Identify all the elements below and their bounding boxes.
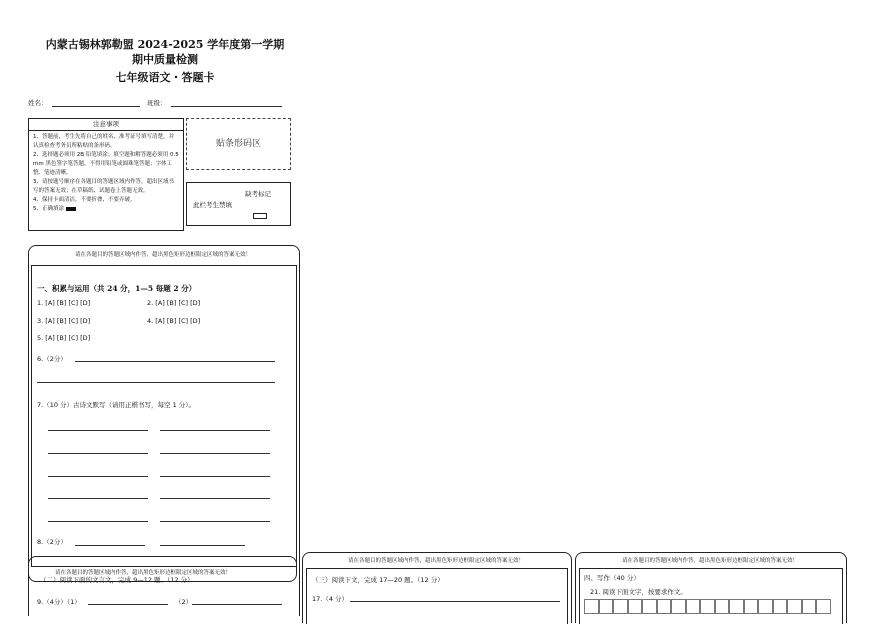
region-warning-text: 请在各题目的答题区域内作答，超出黑色矩形边框限定区域的答案无效！ [347,558,524,564]
q7-blank[interactable] [48,476,148,477]
exam-paper-name: 七年级语文・答题卡 [115,71,215,84]
q9b-label: （2） [175,598,193,606]
region-warning-text: 请在各题目的答题区域内作答，超出黑色矩形边框限定区域的答案无效！ [74,252,251,258]
notice-item: 4、保持卡面清洁，不要折叠、不要弄破。 [33,197,136,203]
fill-sample-icon [66,207,76,211]
q17-label: 17.（4 分） [312,595,349,603]
q9-answer-line[interactable] [88,604,168,605]
q7-blank[interactable] [160,521,270,522]
section1-heading: 一、积累与运用（共 24 分，1—5 每题 2 分） [37,284,197,293]
q21-label: 21. 阅读下面文字，按要求作文。 [590,588,687,596]
region-warning-text: 请在各题目的答题区域内作答，超出黑色矩形边框限定区域的答案无效！ [621,558,798,564]
notice-item: 5、正确填涂 [33,205,179,214]
notice-item: 1、答题前，考生先将自己的姓名、准考证号填写清楚，并认真检查考务员所粘贴的条形码。 [33,134,175,149]
class-label: 班级： [147,99,167,107]
essay-grid[interactable] [584,599,831,614]
q8-label: 8.（2分） [37,538,67,546]
q7-blank[interactable] [160,476,270,477]
name-label: 姓名： [28,99,48,107]
notice-box [28,118,184,231]
absent-checkbox[interactable] [253,213,267,219]
section3-heading: 四、写作（40 分） [584,574,640,582]
q7-blank[interactable] [48,521,148,522]
absent-box [186,182,291,226]
section2-heading: （三）阅读下文，完成 17—20 题。（12 分） [312,576,444,584]
q6-label: 6.（2分） [37,355,67,363]
exam-subtitle: 期中质量检测 [132,53,198,66]
q7-blank[interactable] [160,453,270,454]
q8-answer-line[interactable] [160,545,245,546]
q6-answer-line[interactable] [75,361,275,362]
choice-q5[interactable]: 5. [A] [B] [C] [D] [37,334,91,342]
choice-q4[interactable]: 4. [A] [B] [C] [D] [147,317,201,325]
choice-q1[interactable]: 1. [A] [B] [C] [D] [37,299,91,307]
q6-answer-line[interactable] [37,382,275,383]
absent-title: 缺考标记 [245,190,271,198]
barcode-area [186,118,291,170]
q7-blank[interactable] [48,430,148,431]
choice-q3[interactable]: 3. [A] [B] [C] [D] [37,317,91,325]
q8-answer-line[interactable] [75,545,145,546]
name-field[interactable] [52,106,140,107]
q7-label: 7.（10 分）古诗文默写（请用正楷书写，每空 1 分）。 [37,401,196,409]
region-warning-bar [31,249,295,261]
barcode-label: 贴条形码区 [215,139,261,149]
choice-q2[interactable]: 2. [A] [B] [C] [D] [147,299,201,307]
q9-answer-line[interactable] [192,604,282,605]
part2-warning: 请在各题目的答题区域内作答，超出黑色矩形边框限定区域的答案无效！ [55,570,232,576]
notice-item: 3、请按题号顺序在各题目的答题区域内作答，超出区域书写的答案无效；在草稿纸、试题卷上答题无效。 [33,179,175,194]
q7-blank[interactable] [48,453,148,454]
part2-heading: （二）阅读下面的文言文，完成 9—12 题。（12 分） [40,576,194,584]
q9-label: 9.（4分）（1） [37,598,81,606]
q7-blank[interactable] [160,498,270,499]
notice-title: 注意事项 [29,119,183,131]
q17-answer-line[interactable] [350,601,560,602]
class-field[interactable] [171,106,282,107]
q7-blank[interactable] [48,498,148,499]
absent-desc: 此栏考生禁填 [193,201,232,209]
q7-blank[interactable] [160,430,270,431]
exam-title: 内蒙古锡林郭勒盟 2024-2025 学年度第一学期 [45,38,285,51]
notice-item: 2、选择题必须用 2B 铅笔填涂；填空题和解答题必须用 0.5 mm 黑色签字笔答题，不得用铅笔或圆珠笔答题；字体工整、笔迹清晰。 [33,152,179,176]
